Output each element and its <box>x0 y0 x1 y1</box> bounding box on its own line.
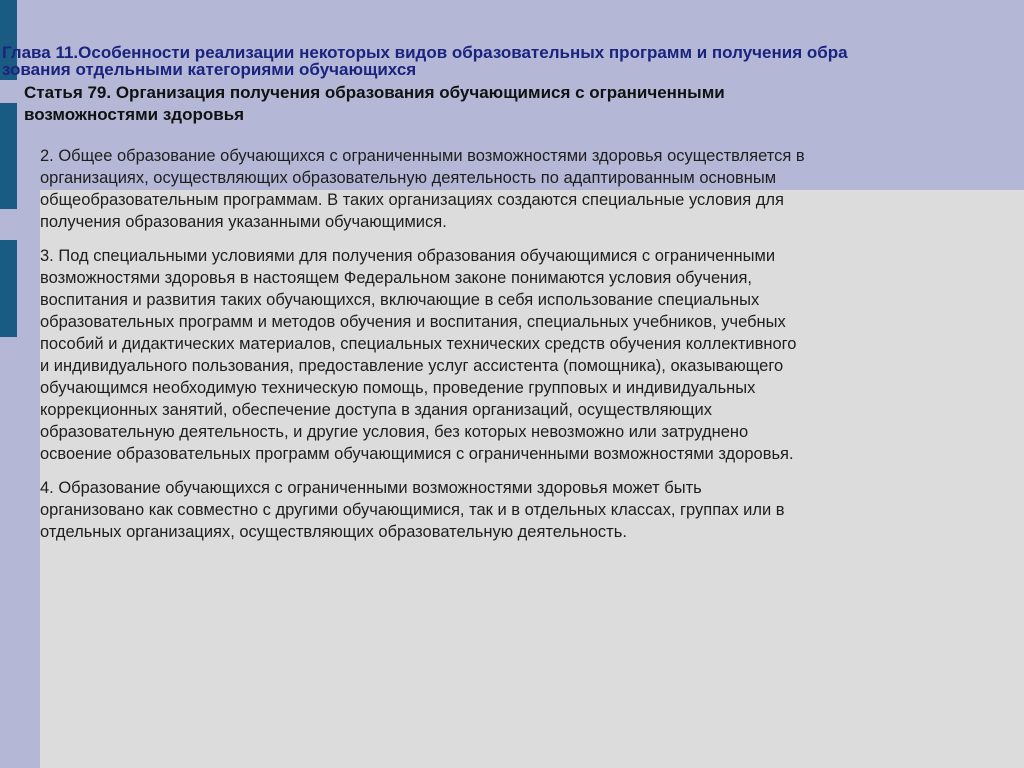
text-line: 4. Образование обучающихся с ограниченными возможностями здоровья может быть <box>40 479 702 497</box>
text-line: образовательных программ и методов обучения и воспитания, специальных учебников, учебных <box>40 313 786 331</box>
text-line: общеобразовательным программам. В таких организациях создаются специальные условия для <box>40 191 784 209</box>
text-line: организовано как совместно с другими обучающимися, так и в отдельных классах, группах или в <box>40 501 785 519</box>
decor-marker <box>0 103 17 209</box>
text-line: отдельных организациях, осуществляющих образовательную деятельность. <box>40 523 627 541</box>
text-line: 2. Общее образование обучающихся с ограниченными возможностями здоровья осуществляется в <box>40 147 805 165</box>
article-title <box>24 82 924 126</box>
paragraph-4 <box>40 477 1010 543</box>
text-line: получения образования указанными обучающимися. <box>40 213 447 231</box>
text-line: образовательную деятельность, и другие условия, без которых невозможно или затруднено <box>40 423 749 441</box>
article-title-line: возможностями здоровья <box>24 105 245 124</box>
text-line: воспитания и развития таких обучающихся, включающие в себя использование специальных <box>40 291 760 309</box>
chapter-title-line: зования отдельными категориями обучающихся <box>2 60 417 79</box>
paragraph-3 <box>40 245 1010 465</box>
text-line: и индивидуального пользования, предоставление услуг ассистента (помощника), оказывающего <box>40 357 784 375</box>
text-line: освоение образовательных программ обучающимися с ограниченными возможностями здоровья. <box>40 445 794 463</box>
text-line: пособий и дидактических материалов, специальных технических средств обучения коллективного <box>40 335 797 353</box>
article-title-line: Статья 79. Организация получения образования обучающимися с ограниченными <box>24 83 725 102</box>
text-line: возможностями здоровья в настоящем Федеральном законе понимаются условия обучения, <box>40 269 752 287</box>
text-line: 3. Под специальными условиями для получения образования обучающимися с ограниченными <box>40 247 776 265</box>
article-body <box>40 145 1010 555</box>
chapter-title <box>2 44 1024 78</box>
text-line: коррекционных занятий, обеспечение доступа в здания организаций, осуществляющих <box>40 401 713 419</box>
decor-marker <box>0 240 17 337</box>
chapter-title-line: Глава 11.Особенности реализации некоторых видов образовательных программ и получения обра <box>2 43 848 62</box>
text-line: организациях, осуществляющих образовательную деятельность по адаптированным основным <box>40 169 777 187</box>
text-line: обучающимся необходимую техническую помощь, проведение групповых и индивидуальных <box>40 379 756 397</box>
paragraph-2 <box>40 145 1010 233</box>
